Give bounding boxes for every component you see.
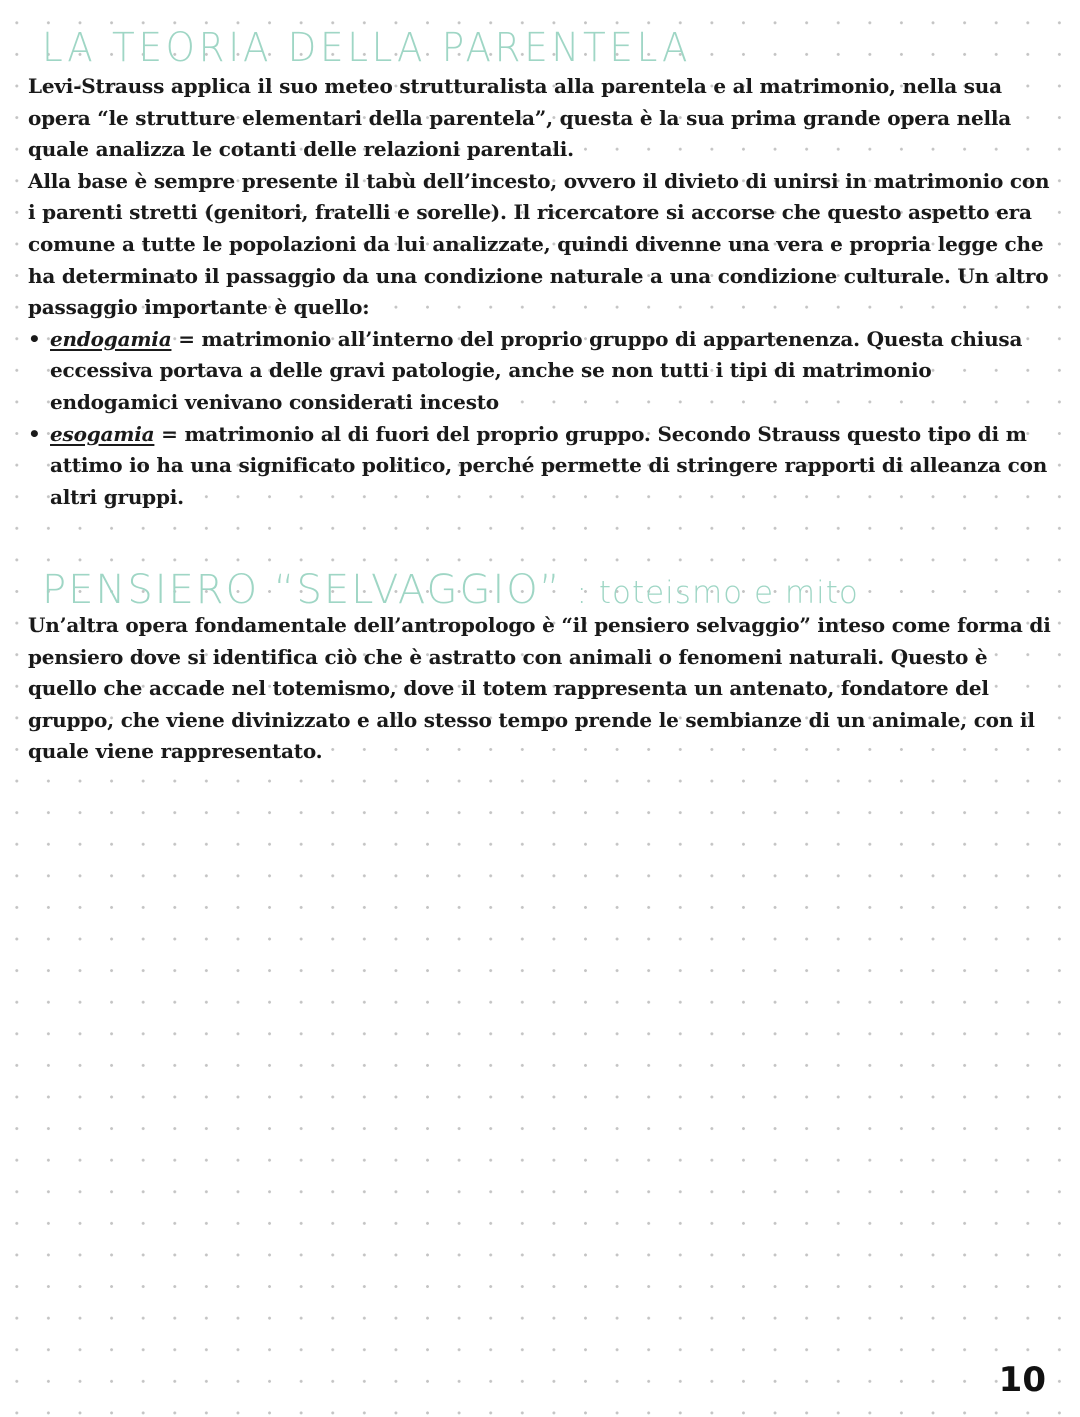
section-heading-pensiero-selvaggio (42, 567, 859, 613)
heading-subtitle: : toteismo e mito (576, 575, 859, 611)
section-body-teoria-parentela (28, 71, 1058, 513)
paragraph: Un’altra opera fondamentale dell’antropologo è “il pensiero selvaggio” inteso come forma di pensiero dove si identifica ciò che è astratto con animali o fenomeni naturali. Questo è quello che accade nel totemismo, dove il totem rappresenta un antenato, fondatore del gruppo, che viene divinizzato e allo stesso tempo prende le sembianze di un animale, con il quale viene rappresentato. (28, 613, 1051, 764)
list-item (28, 324, 1058, 419)
section-heading-teoria-parentela: LA TEORIA DELLA PARENTELA (42, 25, 692, 71)
paragraph: Levi-Strauss applica il suo meteo strutturalista alla parentela e al matrimonio, nella sua opera “le strutture elementari della parentela”, questa è la sua prima grande opera nella quale analizza le cotanti delle relazioni parentali. (28, 74, 1012, 162)
term-endogamia: endogamia (50, 326, 172, 351)
bullet-list (28, 324, 1058, 514)
heading-main: PENSIERO “SELVAGGIO” (42, 567, 562, 613)
section-body-pensiero-selvaggio (28, 610, 1058, 768)
list-item (28, 419, 1058, 514)
bullet-icon: • (28, 421, 41, 446)
bullet-icon: • (28, 326, 41, 351)
page-number: 10 (998, 1360, 1046, 1400)
definition-text: = matrimonio all’interno del proprio gruppo di appartenenza. Questa chiusa eccessiva portava a delle gravi patologie, anche se non tutti i tipi di matrimonio endogamici venivano considerati incesto (50, 326, 1023, 414)
definition-text: = matrimonio al di fuori del proprio gruppo. Secondo Strauss questo tipo di m attimo io ha una significato politico, perché permette di stringere rapporti di alleanza con altri gruppi. (50, 421, 1048, 509)
term-esogamia: esogamia (50, 421, 155, 446)
paragraph: Alla base è sempre presente il tabù dell’incesto, ovvero il divieto di unirsi in matrimonio con i parenti stretti (genitori, fratelli e sorelle). Il ricercatore si accorse che questo aspetto era comune a tutte le popolazioni da lui analizzate, quindi divenne una vera e propria legge che ha determinato il passaggio da una condizione naturale a una condizione culturale. Un altro passaggio importante è quello: (28, 168, 1050, 320)
